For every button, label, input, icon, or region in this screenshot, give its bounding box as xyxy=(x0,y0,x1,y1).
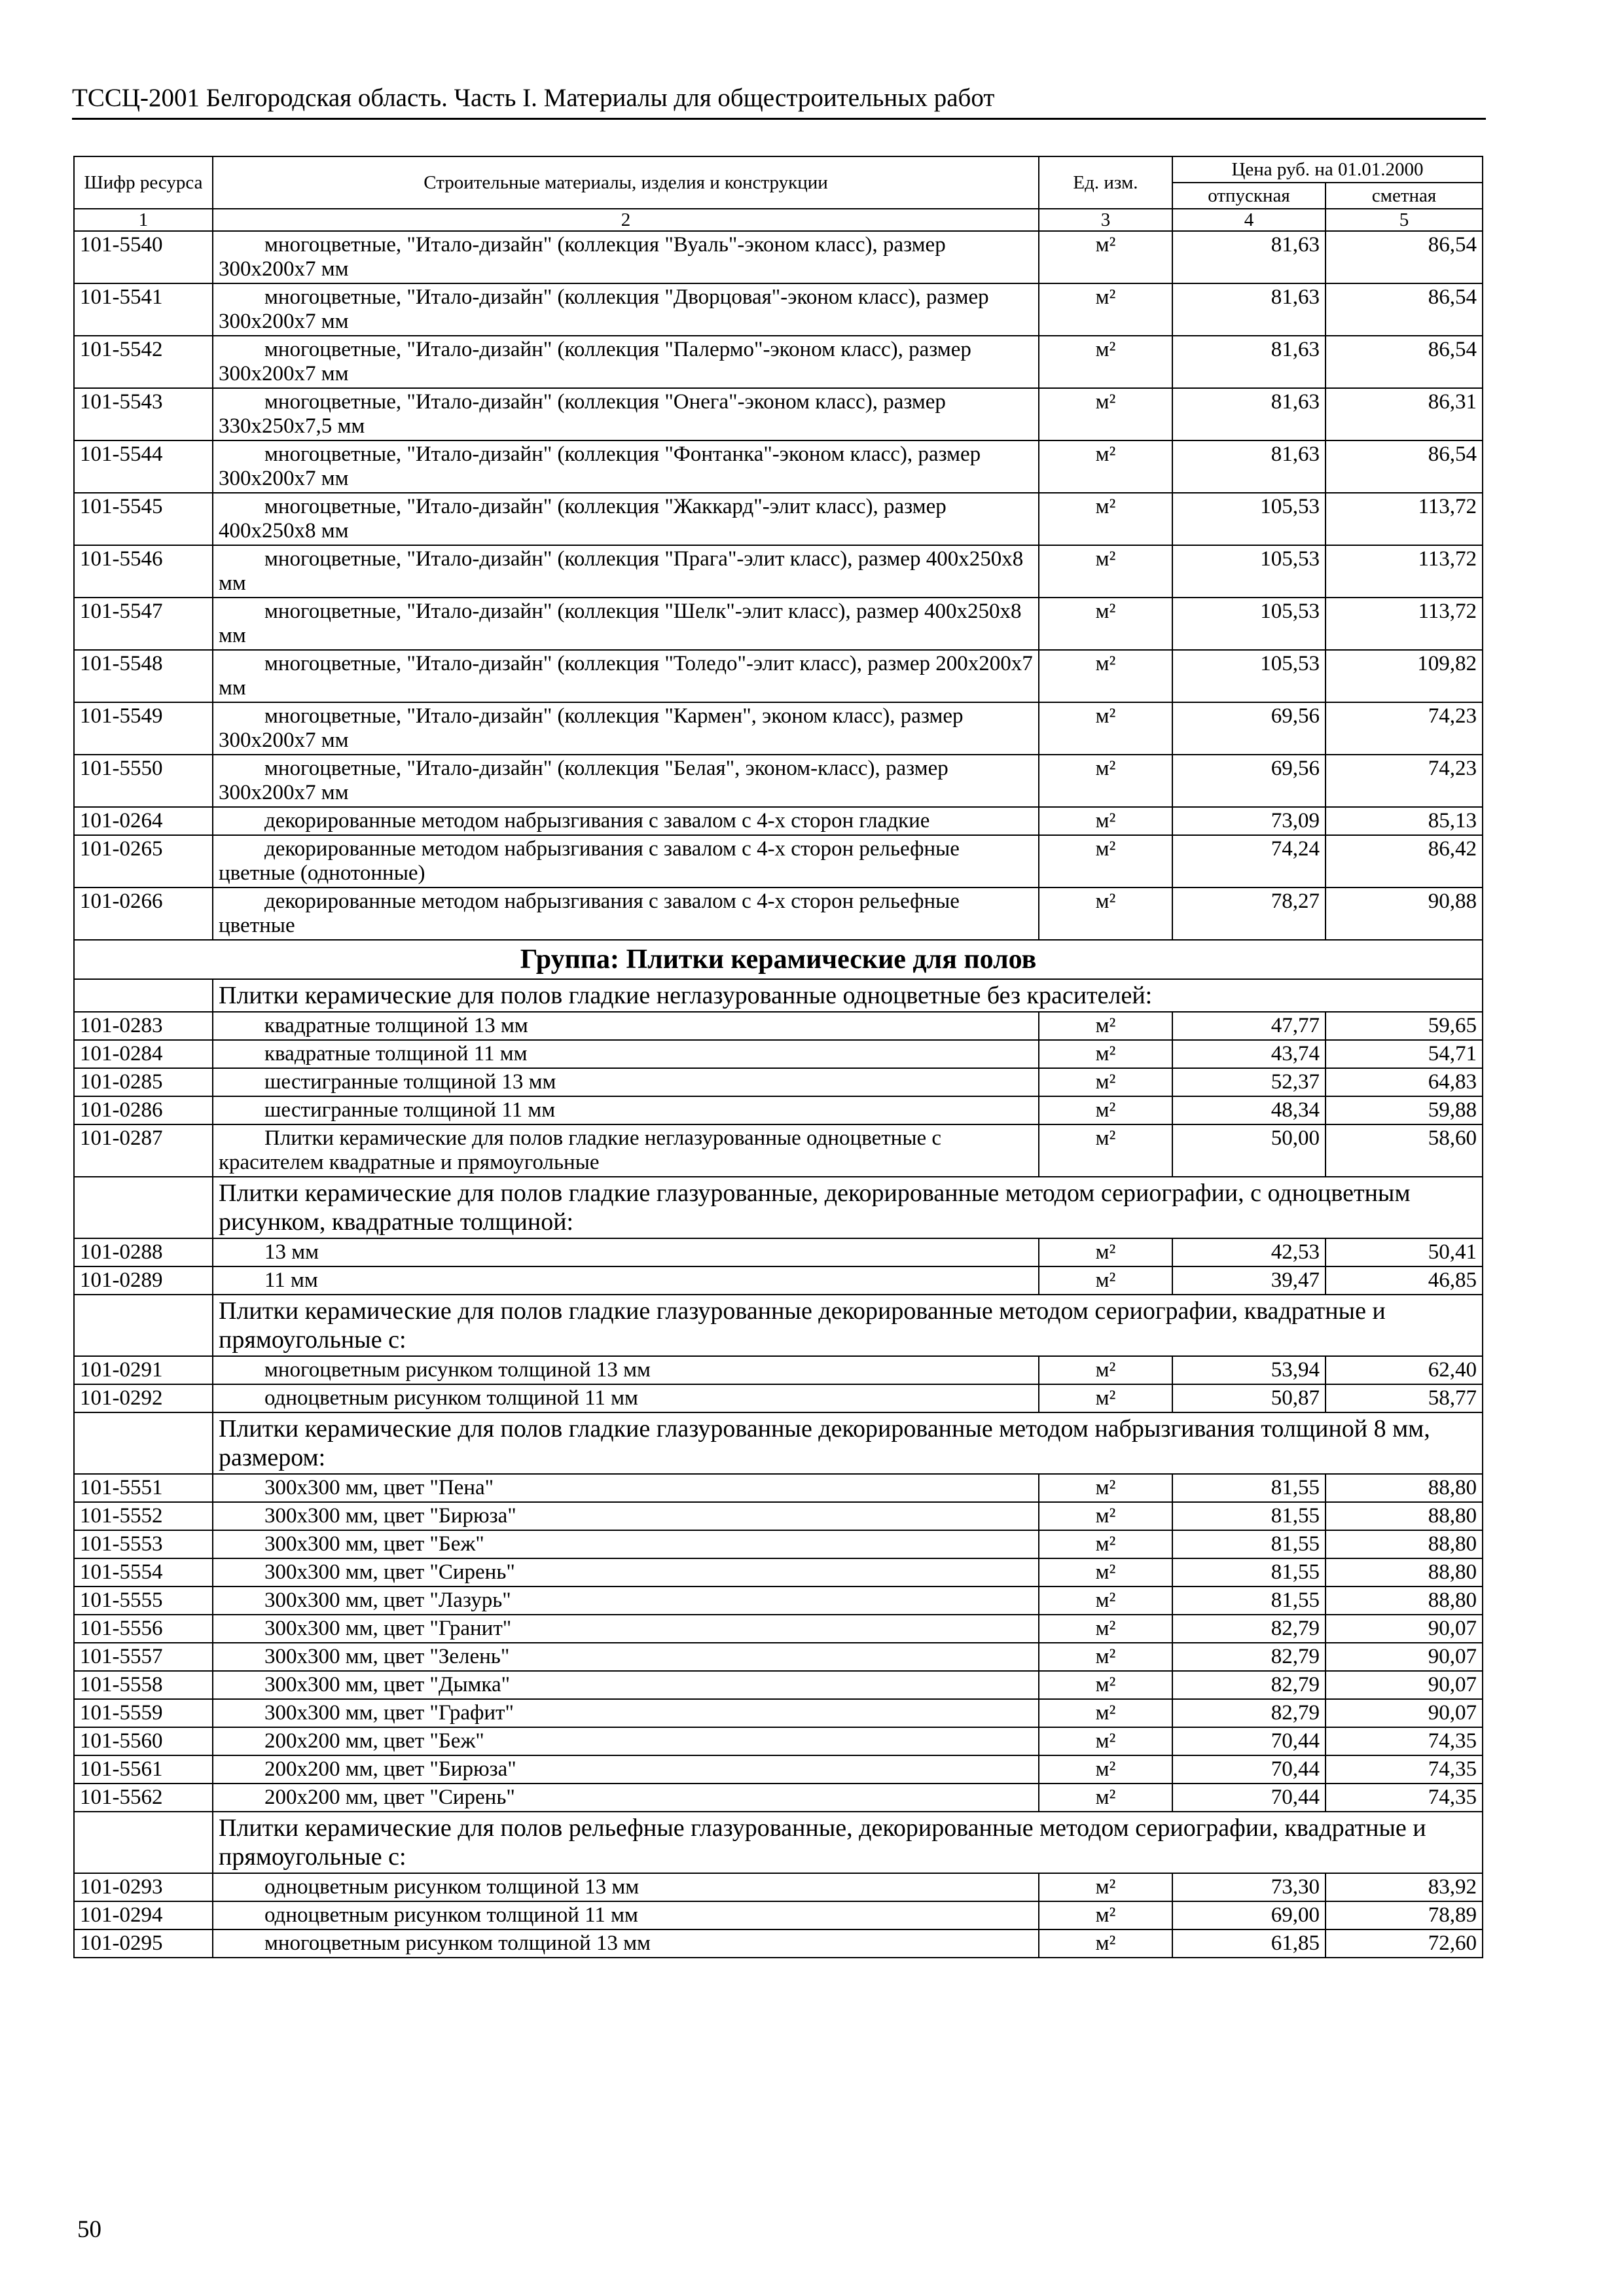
release-price-cell: 69,00 xyxy=(1172,1901,1326,1929)
material-name-text: квадратные толщиной 11 мм xyxy=(264,1042,528,1066)
material-name-cell xyxy=(213,336,1039,388)
estimate-price-cell: 90,88 xyxy=(1326,888,1483,940)
material-name-cell xyxy=(213,650,1039,702)
release-price-cell: 81,63 xyxy=(1172,440,1326,493)
material-name-text: декорированные методом набрызгивания с завалом с 4-х сторон рельефные цветные (однотонные) xyxy=(219,837,960,885)
material-name-cell xyxy=(213,835,1039,888)
column-header-estimate-price: сметная xyxy=(1326,183,1483,209)
release-price-cell: 81,55 xyxy=(1172,1474,1326,1502)
release-price-cell: 52,37 xyxy=(1172,1068,1326,1096)
material-name-cell xyxy=(213,1012,1039,1040)
estimate-price-cell: 59,88 xyxy=(1326,1096,1483,1124)
table-row xyxy=(74,336,1483,388)
resource-code-cell: 101-5542 xyxy=(74,336,213,388)
material-name-text: шестигранные толщиной 13 мм xyxy=(264,1070,556,1094)
table-row xyxy=(74,440,1483,493)
table-row xyxy=(74,1068,1483,1096)
estimate-price-cell: 59,65 xyxy=(1326,1012,1483,1040)
estimate-price-cell: 74,35 xyxy=(1326,1784,1483,1812)
material-name-text: 300x300 мм, цвет "Графит" xyxy=(264,1701,514,1725)
resource-code-cell: 101-5555 xyxy=(74,1587,213,1615)
material-name-text: 200x200 мм, цвет "Сирень" xyxy=(264,1785,515,1809)
unit-cell: м² xyxy=(1039,493,1172,545)
release-price-cell: 82,79 xyxy=(1172,1699,1326,1727)
column-number: 1 xyxy=(74,209,213,231)
table-row xyxy=(74,598,1483,650)
material-name-text: многоцветным рисунком толщиной 13 мм xyxy=(264,1358,651,1382)
estimate-price-cell: 86,54 xyxy=(1326,336,1483,388)
material-name-text: многоцветные, "Итало-дизайн" (коллекция "Палермо"-эконом класс), размер 300x200x7 мм xyxy=(219,338,971,386)
material-name-text: одноцветным рисунком толщиной 13 мм xyxy=(264,1875,640,1899)
release-price-cell: 47,77 xyxy=(1172,1012,1326,1040)
subgroup-heading-row xyxy=(74,1412,1483,1474)
material-name-cell xyxy=(213,1266,1039,1295)
material-name-cell xyxy=(213,1474,1039,1502)
material-name-text: декорированные методом набрызгивания с завалом с 4-х сторон рельефные цветные xyxy=(219,889,960,937)
unit-cell: м² xyxy=(1039,650,1172,702)
material-name-cell xyxy=(213,807,1039,835)
material-name-text: многоцветные, "Итало-дизайн" (коллекция "Дворцовая"-эконом класс), размер 300x200x7 мм xyxy=(219,285,989,333)
material-name-text: 300x300 мм, цвет "Зелень" xyxy=(264,1645,510,1668)
empty-code-cell xyxy=(74,1812,213,1873)
estimate-price-cell: 50,41 xyxy=(1326,1238,1483,1266)
unit-cell: м² xyxy=(1039,1266,1172,1295)
material-name-cell xyxy=(213,888,1039,940)
resource-code-cell: 101-0265 xyxy=(74,835,213,888)
release-price-cell: 70,44 xyxy=(1172,1727,1326,1755)
table-row xyxy=(74,1238,1483,1266)
material-name-text: многоцветные, "Итало-дизайн" (коллекция "Прага"-элит класс), размер 400x250x8 мм xyxy=(219,547,1024,595)
unit-cell: м² xyxy=(1039,1643,1172,1671)
resource-code-cell: 101-5541 xyxy=(74,283,213,336)
resource-code-cell: 101-5562 xyxy=(74,1784,213,1812)
unit-cell: м² xyxy=(1039,888,1172,940)
subgroup-heading: Плитки керамические для полов рельефные глазурованные, декорированные методом сериографии, квадратные и прямоугольные с: xyxy=(213,1812,1483,1873)
unit-cell: м² xyxy=(1039,1096,1172,1124)
resource-code-cell: 101-5551 xyxy=(74,1474,213,1502)
material-name-cell xyxy=(213,283,1039,336)
estimate-price-cell: 58,77 xyxy=(1326,1384,1483,1412)
unit-cell: м² xyxy=(1039,1356,1172,1384)
unit-cell: м² xyxy=(1039,1012,1172,1040)
subgroup-heading: Плитки керамические для полов гладкие неглазурованные одноцветные без красителей: xyxy=(213,979,1483,1012)
resource-code-cell: 101-0288 xyxy=(74,1238,213,1266)
table-row xyxy=(74,1901,1483,1929)
unit-cell: м² xyxy=(1039,1671,1172,1699)
release-price-cell: 73,09 xyxy=(1172,807,1326,835)
table-row xyxy=(74,1755,1483,1784)
resource-code-cell: 101-5547 xyxy=(74,598,213,650)
unit-cell: м² xyxy=(1039,388,1172,440)
empty-code-cell xyxy=(74,1412,213,1474)
estimate-price-cell: 90,07 xyxy=(1326,1615,1483,1643)
table-row xyxy=(74,1643,1483,1671)
material-name-cell xyxy=(213,755,1039,807)
unit-cell: м² xyxy=(1039,545,1172,598)
material-name-text: многоцветные, "Итало-дизайн" (коллекция "Фонтанка"-эконом класс), размер 300x200x7 мм xyxy=(219,442,981,490)
resource-code-cell: 101-0291 xyxy=(74,1356,213,1384)
resource-code-cell: 101-0264 xyxy=(74,807,213,835)
estimate-price-cell: 109,82 xyxy=(1326,650,1483,702)
table-row xyxy=(74,231,1483,283)
estimate-price-cell: 113,72 xyxy=(1326,545,1483,598)
column-header-code: Шифр ресурса xyxy=(74,156,213,209)
unit-cell: м² xyxy=(1039,1755,1172,1784)
empty-code-cell xyxy=(74,1295,213,1356)
resource-code-cell: 101-5550 xyxy=(74,755,213,807)
release-price-cell: 42,53 xyxy=(1172,1238,1326,1266)
estimate-price-cell: 86,42 xyxy=(1326,835,1483,888)
material-name-text: 13 мм xyxy=(264,1240,319,1264)
resource-code-cell: 101-0293 xyxy=(74,1873,213,1901)
release-price-cell: 105,53 xyxy=(1172,598,1326,650)
release-price-cell: 81,55 xyxy=(1172,1558,1326,1587)
unit-cell: м² xyxy=(1039,1929,1172,1958)
resource-code-cell: 101-5549 xyxy=(74,702,213,755)
resource-code-cell: 101-0285 xyxy=(74,1068,213,1096)
material-name-text: многоцветные, "Итало-дизайн" (коллекция "Шелк"-элит класс), размер 400x250x8 мм xyxy=(219,600,1022,647)
release-price-cell: 78,27 xyxy=(1172,888,1326,940)
estimate-price-cell: 86,54 xyxy=(1326,440,1483,493)
estimate-price-cell: 88,80 xyxy=(1326,1558,1483,1587)
material-name-cell xyxy=(213,1356,1039,1384)
estimate-price-cell: 90,07 xyxy=(1326,1699,1483,1727)
subgroup-heading-row xyxy=(74,1177,1483,1238)
table-row xyxy=(74,545,1483,598)
table-row xyxy=(74,1012,1483,1040)
empty-code-cell xyxy=(74,979,213,1012)
column-number: 2 xyxy=(213,209,1039,231)
material-name-text: 300x300 мм, цвет "Дымка" xyxy=(264,1673,511,1696)
subgroup-heading-row xyxy=(74,1295,1483,1356)
material-name-cell xyxy=(213,1727,1039,1755)
release-price-cell: 74,24 xyxy=(1172,835,1326,888)
table-row xyxy=(74,1699,1483,1727)
material-name-text: квадратные толщиной 13 мм xyxy=(264,1014,528,1037)
estimate-price-cell: 58,60 xyxy=(1326,1124,1483,1177)
table-row xyxy=(74,1873,1483,1901)
resource-code-cell: 101-0283 xyxy=(74,1012,213,1040)
material-name-cell xyxy=(213,1671,1039,1699)
table-row xyxy=(74,388,1483,440)
release-price-cell: 70,44 xyxy=(1172,1755,1326,1784)
table-row xyxy=(74,1530,1483,1558)
material-name-cell xyxy=(213,1040,1039,1068)
material-name-text: одноцветным рисунком толщиной 11 мм xyxy=(264,1903,638,1927)
table-row xyxy=(74,835,1483,888)
table-row xyxy=(74,1040,1483,1068)
estimate-price-cell: 74,23 xyxy=(1326,702,1483,755)
table-row xyxy=(74,1266,1483,1295)
unit-cell: м² xyxy=(1039,755,1172,807)
unit-cell: м² xyxy=(1039,598,1172,650)
material-name-cell xyxy=(213,1502,1039,1530)
resource-code-cell: 101-5558 xyxy=(74,1671,213,1699)
release-price-cell: 43,74 xyxy=(1172,1040,1326,1068)
release-price-cell: 81,63 xyxy=(1172,283,1326,336)
page-number: 50 xyxy=(77,2216,101,2243)
material-name-text: многоцветные, "Итало-дизайн" (коллекция "Толедо"-элит класс), размер 200x200x7 мм xyxy=(219,652,1033,700)
material-name-cell xyxy=(213,1929,1039,1958)
material-name-text: многоцветным рисунком толщиной 13 мм xyxy=(264,1931,651,1955)
estimate-price-cell: 90,07 xyxy=(1326,1643,1483,1671)
unit-cell: м² xyxy=(1039,1502,1172,1530)
unit-cell: м² xyxy=(1039,440,1172,493)
resource-code-cell: 101-5543 xyxy=(74,388,213,440)
unit-cell: м² xyxy=(1039,1068,1172,1096)
material-name-text: многоцветные, "Итало-дизайн" (коллекция "Жаккард"-элит класс), размер 400x250x8 мм xyxy=(219,495,947,543)
unit-cell: м² xyxy=(1039,702,1172,755)
material-name-cell xyxy=(213,1068,1039,1096)
release-price-cell: 81,63 xyxy=(1172,336,1326,388)
unit-cell: м² xyxy=(1039,1238,1172,1266)
price-table xyxy=(73,156,1483,1958)
resource-code-cell: 101-5556 xyxy=(74,1615,213,1643)
release-price-cell: 39,47 xyxy=(1172,1266,1326,1295)
material-name-cell xyxy=(213,545,1039,598)
release-price-cell: 81,55 xyxy=(1172,1502,1326,1530)
resource-code-cell: 101-0294 xyxy=(74,1901,213,1929)
resource-code-cell: 101-0284 xyxy=(74,1040,213,1068)
material-name-text: многоцветные, "Итало-дизайн" (коллекция "Кармен", эконом класс), размер 300x200x7 мм xyxy=(219,704,964,752)
material-name-cell xyxy=(213,1384,1039,1412)
material-name-cell xyxy=(213,1873,1039,1901)
material-name-cell xyxy=(213,598,1039,650)
estimate-price-cell: 113,72 xyxy=(1326,598,1483,650)
resource-code-cell: 101-0287 xyxy=(74,1124,213,1177)
estimate-price-cell: 62,40 xyxy=(1326,1356,1483,1384)
resource-code-cell: 101-0292 xyxy=(74,1384,213,1412)
column-number: 3 xyxy=(1039,209,1172,231)
subgroup-heading: Плитки керамические для полов гладкие глазурованные, декорированные методом сериографии, с одноцветным рисунком, квадратные толщиной: xyxy=(213,1177,1483,1238)
material-name-cell xyxy=(213,231,1039,283)
table-row xyxy=(74,888,1483,940)
estimate-price-cell: 86,54 xyxy=(1326,231,1483,283)
release-price-cell: 69,56 xyxy=(1172,702,1326,755)
material-name-text: Плитки керамические для полов гладкие неглазурованные одноцветные с красителем квадратные и прямоугольные xyxy=(219,1126,942,1174)
table-row xyxy=(74,1124,1483,1177)
resource-code-cell: 101-5545 xyxy=(74,493,213,545)
estimate-price-cell: 78,89 xyxy=(1326,1901,1483,1929)
resource-code-cell: 101-5553 xyxy=(74,1530,213,1558)
estimate-price-cell: 113,72 xyxy=(1326,493,1483,545)
unit-cell: м² xyxy=(1039,1558,1172,1587)
subgroup-heading-row xyxy=(74,979,1483,1012)
material-name-cell xyxy=(213,388,1039,440)
estimate-price-cell: 72,60 xyxy=(1326,1929,1483,1958)
table-row xyxy=(74,755,1483,807)
unit-cell: м² xyxy=(1039,1727,1172,1755)
table-row xyxy=(74,1356,1483,1384)
estimate-price-cell: 64,83 xyxy=(1326,1068,1483,1096)
estimate-price-cell: 46,85 xyxy=(1326,1266,1483,1295)
release-price-cell: 82,79 xyxy=(1172,1615,1326,1643)
material-name-cell xyxy=(213,1755,1039,1784)
resource-code-cell: 101-5540 xyxy=(74,231,213,283)
material-name-cell xyxy=(213,1124,1039,1177)
unit-cell: м² xyxy=(1039,1040,1172,1068)
material-name-cell xyxy=(213,1643,1039,1671)
column-number: 4 xyxy=(1172,209,1326,231)
material-name-cell xyxy=(213,702,1039,755)
table-row xyxy=(74,1727,1483,1755)
material-name-text: 300x300 мм, цвет "Беж" xyxy=(264,1532,484,1556)
material-name-cell xyxy=(213,1587,1039,1615)
material-name-cell xyxy=(213,1784,1039,1812)
table-row xyxy=(74,1615,1483,1643)
table-row xyxy=(74,1474,1483,1502)
estimate-price-cell: 86,54 xyxy=(1326,283,1483,336)
release-price-cell: 81,63 xyxy=(1172,231,1326,283)
table-row xyxy=(74,1384,1483,1412)
release-price-cell: 53,94 xyxy=(1172,1356,1326,1384)
material-name-text: многоцветные, "Итало-дизайн" (коллекция "Белая", эконом-класс), размер 300x200x7 мм xyxy=(219,757,948,804)
unit-cell: м² xyxy=(1039,1124,1172,1177)
release-price-cell: 105,53 xyxy=(1172,650,1326,702)
table-row xyxy=(74,1558,1483,1587)
material-name-text: 200x200 мм, цвет "Бирюза" xyxy=(264,1757,516,1781)
estimate-price-cell: 83,92 xyxy=(1326,1873,1483,1901)
estimate-price-cell: 85,13 xyxy=(1326,807,1483,835)
table-row xyxy=(74,1096,1483,1124)
release-price-cell: 82,79 xyxy=(1172,1643,1326,1671)
table-row xyxy=(74,1929,1483,1958)
unit-cell: м² xyxy=(1039,1615,1172,1643)
unit-cell: м² xyxy=(1039,807,1172,835)
estimate-price-cell: 74,35 xyxy=(1326,1727,1483,1755)
material-name-text: декорированные методом набрызгивания с завалом с 4-х сторон гладкие xyxy=(264,809,930,833)
resource-code-cell: 101-5557 xyxy=(74,1643,213,1671)
subgroup-heading-row xyxy=(74,1812,1483,1873)
table-row xyxy=(74,1671,1483,1699)
release-price-cell: 48,34 xyxy=(1172,1096,1326,1124)
table-row xyxy=(74,1587,1483,1615)
document-title: ТССЦ-2001 Белгородская область. Часть I. Материалы для общестроительных работ xyxy=(72,84,995,112)
release-price-cell: 73,30 xyxy=(1172,1873,1326,1901)
resource-code-cell: 101-0289 xyxy=(74,1266,213,1295)
resource-code-cell: 101-5561 xyxy=(74,1755,213,1784)
material-name-text: 300x300 мм, цвет "Гранит" xyxy=(264,1617,512,1640)
material-name-cell xyxy=(213,1558,1039,1587)
unit-cell: м² xyxy=(1039,835,1172,888)
column-header-price: Цена руб. на 01.01.2000 xyxy=(1172,156,1483,183)
material-name-text: шестигранные толщиной 11 мм xyxy=(264,1098,556,1122)
material-name-text: 200x200 мм, цвет "Беж" xyxy=(264,1729,484,1753)
resource-code-cell: 101-5546 xyxy=(74,545,213,598)
material-name-cell xyxy=(213,1615,1039,1643)
group-heading-row xyxy=(74,940,1483,979)
release-price-cell: 81,55 xyxy=(1172,1587,1326,1615)
unit-cell: м² xyxy=(1039,1699,1172,1727)
resource-code-cell: 101-5548 xyxy=(74,650,213,702)
material-name-text: 300x300 мм, цвет "Пена" xyxy=(264,1476,494,1499)
unit-cell: м² xyxy=(1039,1784,1172,1812)
material-name-text: 300x300 мм, цвет "Бирюза" xyxy=(264,1504,516,1528)
column-number: 5 xyxy=(1326,209,1483,231)
column-header-name: Строительные материалы, изделия и конструкции xyxy=(213,156,1039,209)
table-row xyxy=(74,702,1483,755)
material-name-text: 11 мм xyxy=(264,1268,318,1292)
material-name-cell xyxy=(213,1699,1039,1727)
material-name-cell xyxy=(213,1530,1039,1558)
estimate-price-cell: 54,71 xyxy=(1326,1040,1483,1068)
subgroup-heading: Плитки керамические для полов гладкие глазурованные декорированные методом сериографии, квадратные и прямоугольные с: xyxy=(213,1295,1483,1356)
table-row xyxy=(74,807,1483,835)
resource-code-cell: 101-5544 xyxy=(74,440,213,493)
material-name-text: многоцветные, "Итало-дизайн" (коллекция "Онега"-эконом класс), размер 330x250x7,5 мм xyxy=(219,390,946,438)
resource-code-cell: 101-0295 xyxy=(74,1929,213,1958)
release-price-cell: 61,85 xyxy=(1172,1929,1326,1958)
estimate-price-cell: 90,07 xyxy=(1326,1671,1483,1699)
unit-cell: м² xyxy=(1039,1873,1172,1901)
material-name-cell xyxy=(213,1901,1039,1929)
material-name-cell xyxy=(213,493,1039,545)
resource-code-cell: 101-5560 xyxy=(74,1727,213,1755)
release-price-cell: 81,55 xyxy=(1172,1530,1326,1558)
empty-code-cell xyxy=(74,1177,213,1238)
unit-cell: м² xyxy=(1039,231,1172,283)
release-price-cell: 82,79 xyxy=(1172,1671,1326,1699)
table-row xyxy=(74,650,1483,702)
release-price-cell: 70,44 xyxy=(1172,1784,1326,1812)
material-name-text: 300x300 мм, цвет "Сирень" xyxy=(264,1560,515,1584)
resource-code-cell: 101-0266 xyxy=(74,888,213,940)
estimate-price-cell: 86,31 xyxy=(1326,388,1483,440)
resource-code-cell: 101-5552 xyxy=(74,1502,213,1530)
table-body xyxy=(74,231,1483,1958)
material-name-cell xyxy=(213,1096,1039,1124)
material-name-cell xyxy=(213,1238,1039,1266)
subgroup-heading: Плитки керамические для полов гладкие глазурованные декорированные методом набрызгивания толщиной 8 мм, размером: xyxy=(213,1412,1483,1474)
page-header xyxy=(72,84,1486,120)
estimate-price-cell: 74,23 xyxy=(1326,755,1483,807)
release-price-cell: 81,63 xyxy=(1172,388,1326,440)
unit-cell: м² xyxy=(1039,336,1172,388)
table-row xyxy=(74,493,1483,545)
unit-cell: м² xyxy=(1039,1474,1172,1502)
table-row xyxy=(74,283,1483,336)
material-name-text: одноцветным рисунком толщиной 11 мм xyxy=(264,1386,638,1410)
unit-cell: м² xyxy=(1039,1384,1172,1412)
column-header-unit: Ед. изм. xyxy=(1039,156,1172,209)
estimate-price-cell: 88,80 xyxy=(1326,1530,1483,1558)
material-name-cell xyxy=(213,440,1039,493)
material-name-text: многоцветные, "Итало-дизайн" (коллекция "Вуаль"-эконом класс), размер 300x200x7 мм xyxy=(219,233,946,281)
unit-cell: м² xyxy=(1039,1587,1172,1615)
release-price-cell: 69,56 xyxy=(1172,755,1326,807)
unit-cell: м² xyxy=(1039,283,1172,336)
resource-code-cell: 101-0286 xyxy=(74,1096,213,1124)
estimate-price-cell: 88,80 xyxy=(1326,1502,1483,1530)
group-heading: Группа: Плитки керамические для полов xyxy=(74,940,1483,979)
column-header-release-price: отпускная xyxy=(1172,183,1326,209)
unit-cell: м² xyxy=(1039,1530,1172,1558)
material-name-text: 300x300 мм, цвет "Лазурь" xyxy=(264,1588,511,1612)
resource-code-cell: 101-5554 xyxy=(74,1558,213,1587)
release-price-cell: 105,53 xyxy=(1172,545,1326,598)
table-row xyxy=(74,1784,1483,1812)
estimate-price-cell: 88,80 xyxy=(1326,1474,1483,1502)
release-price-cell: 105,53 xyxy=(1172,493,1326,545)
unit-cell: м² xyxy=(1039,1901,1172,1929)
release-price-cell: 50,00 xyxy=(1172,1124,1326,1177)
estimate-price-cell: 88,80 xyxy=(1326,1587,1483,1615)
table-row xyxy=(74,1502,1483,1530)
release-price-cell: 50,87 xyxy=(1172,1384,1326,1412)
resource-code-cell: 101-5559 xyxy=(74,1699,213,1727)
estimate-price-cell: 74,35 xyxy=(1326,1755,1483,1784)
